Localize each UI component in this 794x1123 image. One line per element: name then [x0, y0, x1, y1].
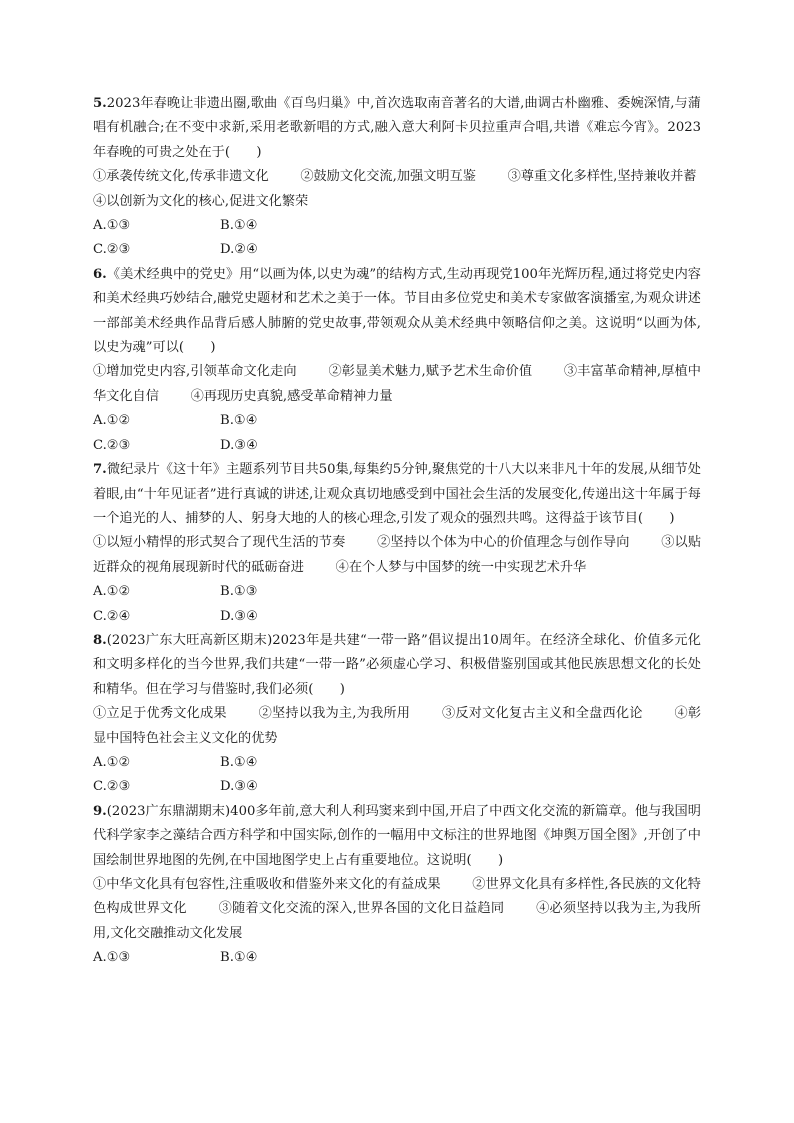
statement: ③反对文化复古主义和全盘西化论 — [441, 706, 643, 722]
question-number: 5. — [93, 96, 107, 111]
option-a[interactable]: A.①③ — [93, 950, 131, 966]
option-row — [93, 946, 701, 970]
statement: ①以短小精悍的形式契合了现代生活的节奏 — [93, 535, 346, 551]
statement: ②世界文化具有多样性,各民族的文化特色构成世界文化 — [93, 877, 701, 917]
option-row — [93, 409, 701, 433]
question-list — [93, 92, 701, 971]
statement: ①立足于优秀文化成果 — [93, 706, 227, 722]
statement-list — [93, 360, 701, 409]
option-row — [93, 434, 701, 458]
statement: ②坚持以我为主,为我所用 — [258, 706, 411, 722]
statement: ③丰富革命精神,厚植中华文化自信 — [93, 364, 701, 404]
option-d[interactable]: D.③④ — [220, 608, 258, 624]
option-c[interactable]: C.②③ — [93, 242, 131, 258]
question-number: 8. — [93, 632, 107, 648]
question-number: 7. — [93, 462, 107, 478]
option-row — [93, 238, 701, 262]
option-c[interactable]: C.②④ — [93, 608, 131, 624]
option-c[interactable]: C.②③ — [93, 779, 131, 795]
question-stem: 微纪录片《这十年》主题系列节目共50集,每集约5分钟,聚焦党的十八大以来非凡十年的发展,从细节处着眼,由“十年见证者”进行真诚的讲述,让观众真切地感受到中国社会生活的发展变化,传递出这十年属于每一个追光的人、捕梦的人、躬身大地的人的核心理念,引发了观众的强烈共鸣。这得益于该节目( ) — [93, 462, 701, 526]
statement: ④彰显中国特色社会主义文化的优势 — [93, 706, 702, 746]
statement: ②鼓励文化交流,加强文明互鉴 — [300, 169, 476, 185]
statement-list — [93, 873, 701, 946]
option-a[interactable]: A.①② — [93, 413, 131, 429]
option-row — [93, 580, 701, 604]
statement-list — [93, 531, 701, 580]
statement: ④再现历史真貌,感受革命精神力量 — [190, 388, 393, 404]
option-d[interactable]: D.③④ — [220, 437, 258, 453]
option-a[interactable]: A.①② — [93, 754, 131, 770]
option-b[interactable]: B.①③ — [220, 584, 258, 600]
option-d[interactable]: D.③④ — [220, 779, 258, 795]
statement: ④以创新为文化的核心,促进文化繁荣 — [93, 193, 309, 209]
statement: ③尊重文化多样性,坚持兼收并蓄 — [507, 169, 697, 185]
option-b[interactable]: B.①④ — [220, 218, 258, 234]
statement: ②彰显美术魅力,赋予艺术生命价值 — [328, 364, 533, 380]
option-b[interactable]: B.①④ — [220, 950, 258, 966]
question-5 — [93, 92, 701, 263]
question-stem: 《美术经典中的党史》用“以画为体,以史为魂”的结构方式,生动再现党100年光辉历程,通过将党史内容和美术经典巧妙结合,融党史题材和艺术之美于一体。节目由多位党史和美术专家做客演播室,为观众讲述一部部美术经典作品背后感人肺腑的党史故事,带领观众从美术经典中领略信仰之美。这说明“以画为体,以史为魂”可以( ) — [93, 266, 701, 356]
option-row — [93, 775, 701, 799]
statement-list — [93, 702, 701, 751]
statement: ①中华文化具有包容性,注重吸收和借鉴外来文化的有益成果 — [93, 877, 441, 892]
question-stem: (2023广东大旺高新区期末)2023年是共建“一带一路”倡议提出10周年。在经济全球化、价值多元化和文明多样化的当今世界,我们共建“一带一路”必须虚心学习、积极借鉴别国或其他民族思想文化的长处和精华。但在学习与借鉴时,我们必须( ) — [93, 632, 701, 697]
statement: ②坚持以个体为中心的价值理念与创作导向 — [377, 535, 630, 551]
question-6 — [93, 263, 701, 458]
option-row — [93, 605, 701, 629]
option-d[interactable]: D.②④ — [220, 242, 258, 258]
option-a[interactable]: A.①② — [93, 584, 131, 600]
statement-list — [93, 165, 701, 214]
option-b[interactable]: B.①④ — [220, 754, 258, 770]
question-stem: (2023广东鼎湖期末)400多年前,意大利人利玛窦来到中国,开启了中西文化交流的新篇章。他与我国明代科学家李之藻结合西方科学和中国实际,创作的一幅用中文标注的世界地图《坤舆万国全图》,开创了中国绘制世界地图的先例,在中国地图学史上占有重要地位。这说明( ) — [93, 803, 701, 868]
statement: ④在个人梦与中国梦的统一中实现艺术升华 — [335, 559, 587, 575]
statement: ④必须坚持以我为主,为我所用,文化交融推动文化发展 — [93, 901, 701, 941]
question-7 — [93, 458, 701, 629]
question-stem: 2023年春晚让非遗出圈,歌曲《百鸟归巢》中,首次选取南音著名的大谱,曲调古朴幽雅、委婉深情,与蒲唱有机融合;在不变中求新,采用老歌新唱的方式,融入意大利阿卡贝拉重声合唱,共谱《难忘今宵》。2023年春晚的可贵之处在于( ) — [93, 96, 701, 160]
option-row — [93, 214, 701, 238]
question-9 — [93, 800, 701, 971]
option-b[interactable]: B.①④ — [220, 413, 258, 429]
statement: ①承袭传统文化,传承非遗文化 — [93, 169, 269, 185]
option-c[interactable]: C.②③ — [93, 437, 131, 453]
statement: ①增加党史内容,引领革命文化走向 — [93, 364, 297, 380]
question-8 — [93, 629, 701, 800]
statement: ③随着文化交流的深入,世界各国的文化日益趋同 — [218, 901, 505, 917]
option-a[interactable]: A.①③ — [93, 218, 131, 234]
question-number: 9. — [93, 803, 107, 819]
question-number: 6. — [93, 266, 107, 282]
option-row — [93, 751, 701, 775]
statement: ③以贴近群众的视角展现新时代的砥砺奋进 — [93, 535, 702, 575]
